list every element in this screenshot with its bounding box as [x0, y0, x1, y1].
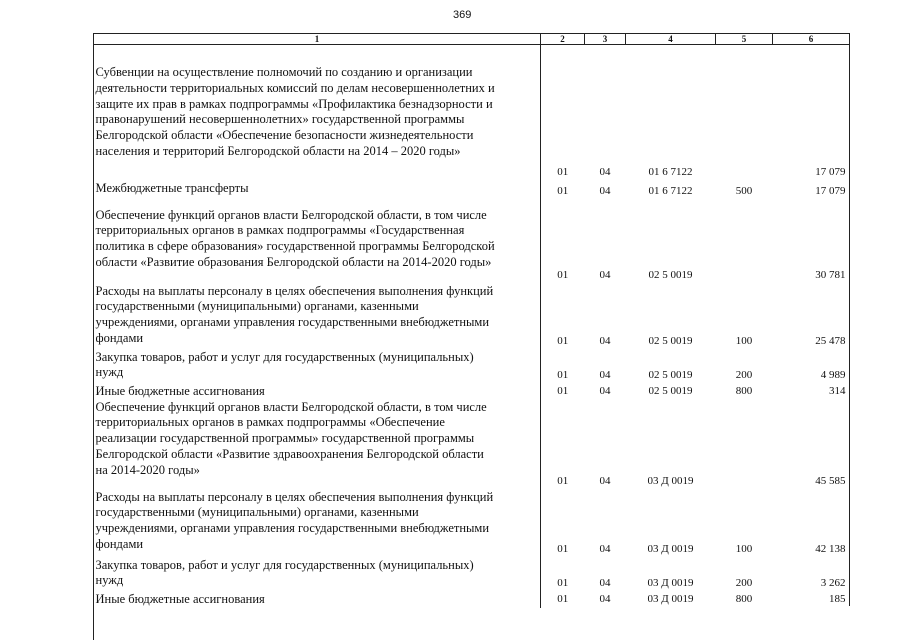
cell-razdel: 01 — [557, 334, 569, 347]
table-row — [94, 45, 850, 181]
table-row — [94, 200, 850, 284]
row-description: Межбюджетные трансферты — [94, 181, 541, 200]
table-row — [94, 400, 850, 490]
cell-csr: 01 6 7122 — [648, 184, 693, 197]
table-row — [94, 558, 850, 592]
cell-csr: 03 Д 0019 — [647, 592, 694, 605]
cell-csr: 03 Д 0019 — [647, 542, 694, 555]
cell-razdel: 01 — [557, 592, 569, 605]
row-description: Закупка товаров, работ и услуг для государственных (муниципальных) нужд — [94, 558, 541, 592]
cell-vr: 200 — [735, 576, 753, 589]
cell-razdel: 01 — [557, 165, 569, 178]
cell-sum: 185 — [829, 592, 846, 605]
cell-razdel: 01 — [557, 542, 569, 555]
table-row — [94, 384, 850, 400]
cell-podrazdel: 04 — [599, 184, 611, 197]
table-row — [94, 592, 850, 608]
row-description: Иные бюджетные ассигнования — [94, 592, 541, 608]
cell-podrazdel: 04 — [599, 576, 611, 589]
cell-podrazdel: 04 — [599, 368, 611, 381]
cell-vr: 800 — [735, 592, 753, 605]
cell-vr: 100 — [735, 542, 753, 555]
row-description: Обеспечение функций органов власти Белгородской области, в том числе территориальных органов в рамках подпрограммы «Обеспечение реализации государственной программы» государственной программы Белгородской области «Развитие здравоохранения Белгородской области на 2014-2020 годы» — [94, 400, 541, 490]
cell-sum: 17 079 — [815, 165, 846, 178]
header-col-1: 1 — [94, 34, 541, 45]
cell-csr: 02 5 0019 — [648, 368, 693, 381]
table-header-row — [94, 34, 850, 45]
header-col-5: 5 — [716, 34, 773, 45]
cell-vr: 200 — [735, 368, 753, 381]
cell-vr — [716, 45, 773, 181]
row-description: Иные бюджетные ассигнования — [94, 384, 541, 400]
budget-table — [93, 33, 850, 608]
cell-sum: 45 585 — [815, 474, 846, 487]
table-row — [94, 490, 850, 558]
table-row — [94, 181, 850, 200]
cell-vr: 800 — [735, 384, 753, 397]
cell-sum: 25 478 — [815, 334, 846, 347]
cell-csr: 01 6 7122 — [648, 165, 693, 178]
cell-podrazdel: 04 — [599, 268, 611, 281]
cell-csr: 03 Д 0019 — [647, 474, 694, 487]
cell-razdel: 01 — [557, 474, 569, 487]
cell-podrazdel: 04 — [599, 384, 611, 397]
cell-sum: 3 262 — [820, 576, 846, 589]
cell-sum: 30 781 — [815, 268, 846, 281]
cell-csr: 02 5 0019 — [648, 268, 693, 281]
cell-razdel: 01 — [557, 268, 569, 281]
cell-vr: 500 — [735, 184, 753, 197]
cell-csr: 03 Д 0019 — [647, 576, 694, 589]
row-description: Расходы на выплаты персоналу в целях обеспечения выполнения функций государственными (муниципальными) органами, казенными учреждениями, органами управления государственными внебюджетными фондами — [94, 490, 541, 558]
page-number: 369 — [453, 9, 472, 21]
cell-sum: 4 989 — [820, 368, 846, 381]
cell-sum: 314 — [829, 384, 846, 397]
cell-podrazdel: 04 — [599, 474, 611, 487]
cell-vr — [716, 400, 773, 490]
table-row — [94, 284, 850, 350]
row-description: Закупка товаров, работ и услуг для государственных (муниципальных) нужд — [94, 350, 541, 384]
cell-podrazdel: 04 — [599, 334, 611, 347]
cell-csr: 02 5 0019 — [648, 384, 693, 397]
header-col-3: 3 — [585, 34, 626, 45]
header-col-6: 6 — [773, 34, 850, 45]
cell-sum: 42 138 — [815, 542, 846, 555]
cell-csr: 02 5 0019 — [648, 334, 693, 347]
table-row — [94, 350, 850, 384]
cell-vr: 100 — [735, 334, 753, 347]
row-description: Расходы на выплаты персоналу в целях обеспечения выполнения функций государственными (муниципальными) органами, казенными учреждениями, органами управления государственными внебюджетными фондами — [94, 284, 541, 350]
row-description: Обеспечение функций органов власти Белгородской области, в том числе территориальных органов в рамках подпрограммы «Государственная политика в сфере образования» государственной программы Белгородской области «Развитие образования Белгородской области на 2014-2020 годы» — [94, 200, 541, 284]
cell-razdel: 01 — [557, 368, 569, 381]
cell-razdel: 01 — [557, 384, 569, 397]
cell-razdel: 01 — [557, 576, 569, 589]
row-description: Субвенции на осуществление полномочий по созданию и организации деятельности территориальных комиссий по делам несовершеннолетних и защите их прав в рамках подпрограммы «Профилактика безнадзорности и правонарушений несовершеннолетних» государственной программы Белгородской области «Обеспечение безопасности жизнедеятельности населения и территорий Белгородской области на 2014 – 2020 годы» — [94, 45, 541, 181]
cell-razdel: 01 — [557, 184, 569, 197]
cell-sum: 17 079 — [815, 184, 846, 197]
cell-vr — [716, 200, 773, 284]
cell-podrazdel: 04 — [599, 165, 611, 178]
header-col-2: 2 — [541, 34, 585, 45]
cell-podrazdel: 04 — [599, 592, 611, 605]
header-col-4: 4 — [626, 34, 716, 45]
cell-podrazdel: 04 — [599, 542, 611, 555]
